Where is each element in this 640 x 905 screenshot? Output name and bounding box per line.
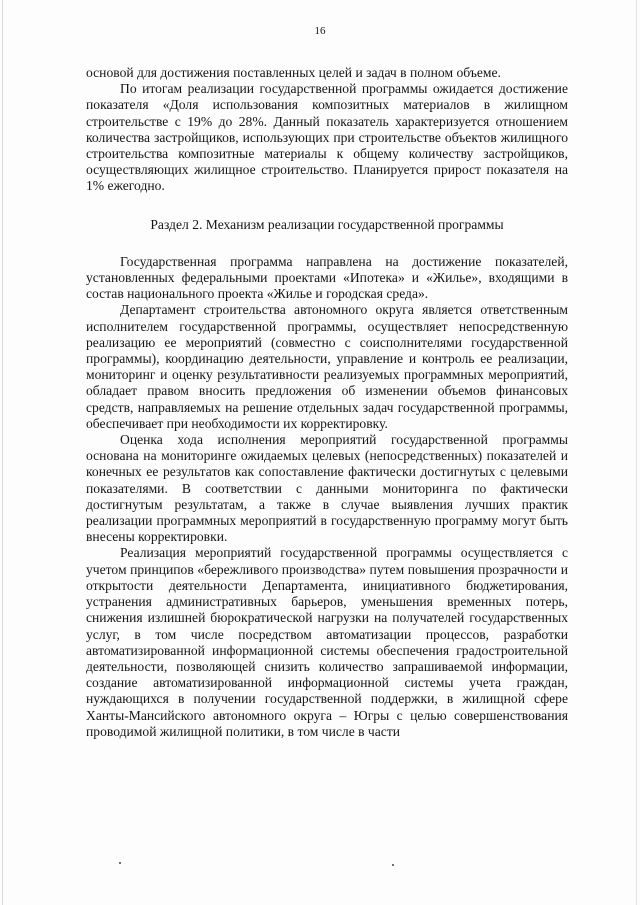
- paragraph-5: Оценка хода исполнения мероприятий государственной программы основана на мониторинге ожидаемых целевых (непосредственных) показателей и конечных ее результатов как сопоставление фактически достигнутых с целевыми показателями. В соответствии с данными мониторинга по фактически достигнутым результатам, а также в случае выявления лучших практик реализации программных мероприятий в государственную программу могут быть внесены корректировки.: [86, 432, 568, 545]
- scan-speck: [392, 864, 394, 866]
- paragraph-1: основой для достижения поставленных целей и задач в полном объеме.: [86, 65, 501, 80]
- scan-speck: [119, 862, 121, 864]
- section-heading: Раздел 2. Механизм реализации государственной программы: [150, 216, 504, 232]
- paragraph-6: Реализация мероприятий государственной программы осуществляется с учетом принципов «бережливого производства» путем повышения прозрачности и открытости деятельности Департамента, инициативного бюджетирования, устранения административных барьеров, уменьшения временных потерь, снижения излишней бюрократической нагрузки на получателей государственных услуг, в том числе посредством автоматизации процессов, разработки автоматизированной информационной системы обеспечения градостроительной деятельности, позволяющей снизить количество запрашиваемой информации, создание автоматизированной информационной системы учета граждан, нуждающихся в получении государственной поддержки, в жилищной сфере Ханты-Мансийского автономного округа – Югры с целью совершенствования проводимой жилищной политики, в том числе в части: [86, 545, 568, 739]
- page-number: 16: [314, 25, 326, 37]
- paragraph-2: По итогам реализации государственной программы ожидается достижение показателя «Доля использования композитных материалов в жилищном строительстве с 19% до 28%. Данный показатель характеризуется отношением количества застройщиков, использующих при строительстве объектов жилищного строительства композитные материалы к общему количеству застройщиков, осуществляющих жилищное строительство. Планируется прирост показателя на 1% ежегодно.: [86, 81, 568, 194]
- scan-edge-right: [636, 0, 637, 905]
- paragraph-3: Государственная программа направлена на достижение показателей, установленных федеральными проектами «Ипотека» и «Жилье», входящими в состав национального проекта «Жилье и городская среда».: [86, 253, 568, 302]
- document-body: [86, 65, 568, 740]
- scan-edge-left: [2, 0, 3, 905]
- paragraph-4: Департамент строительства автономного округа является ответственным исполнителем государственной программы, осуществляет непосредственную реализацию ее мероприятий (совместно с соисполнителями государственной программы), координацию деятельности, управление и контроль ее реализации, мониторинг и оценку результативности реализуемых программных мероприятий, обладает правом вносить предложения об изменении объемов финансовых средств, направляемых на решение отдельных задач государственной программы, обеспечивает при необходимости их корректировку.: [86, 302, 568, 431]
